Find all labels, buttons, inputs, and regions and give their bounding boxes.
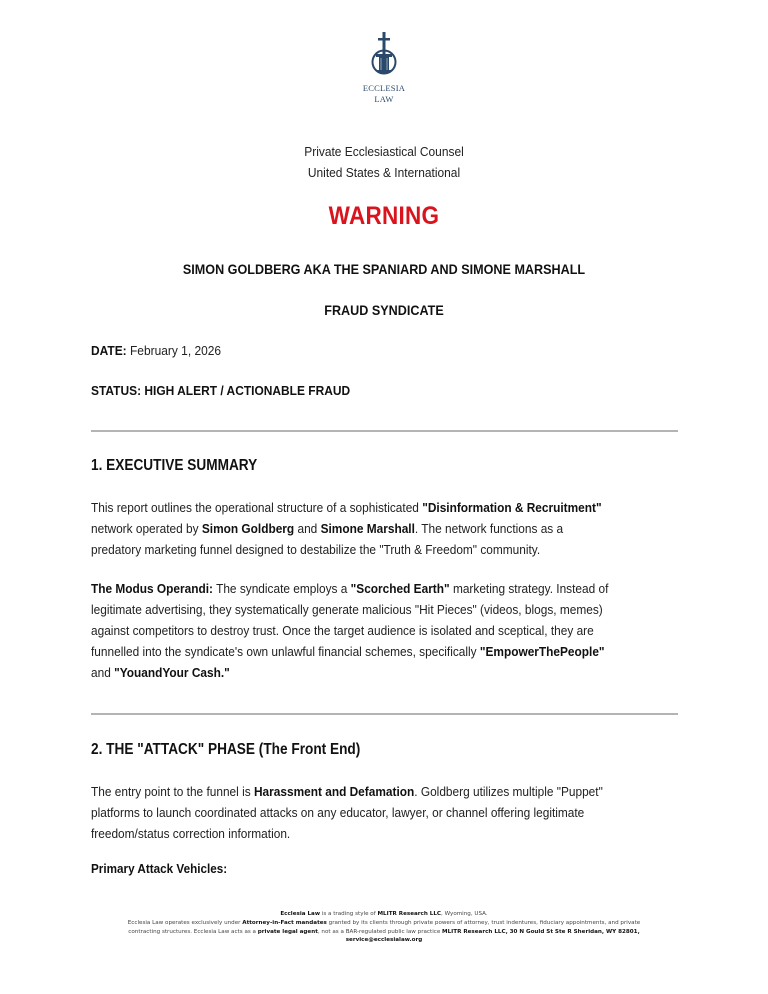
section-1-title: 1. EXECUTIVE SUMMARY [91, 457, 258, 474]
text-line: against competitors to destroy trust. Once the target audience is isolated and sceptical, they are [91, 623, 594, 638]
section-1-paragraph-2 [91, 578, 685, 683]
subject-subheading: FRAUD SYNDICATE [324, 302, 444, 318]
text-run: The syndicate employs a [212, 581, 351, 596]
text-run: , Wyoming, USA. [441, 911, 488, 917]
text-run: contracting structures. Ecclesia Law acts as a [128, 928, 258, 935]
text-run: and [91, 665, 115, 680]
text-line: legitimate advertising, they systematically generate malicious "Hit Pieces" (videos, blogs, memes) [91, 602, 603, 617]
text-run: . Goldberg utilizes multiple "Puppet" [414, 784, 603, 799]
warning-heading: WARNING [328, 202, 440, 230]
text-run: network operated by [91, 521, 202, 536]
text-line: predatory marketing funnel designed to destabilize the "Truth & Freedom" community. [91, 542, 541, 557]
text-line: platforms to launch coordinated attacks on any educator, lawyer, or channel offering legitimate [91, 805, 585, 820]
footer-company: MLITR Research LLC [377, 911, 442, 917]
text-run: and [294, 521, 321, 536]
footer-brand: Ecclesia Law [280, 911, 320, 917]
status-line [91, 383, 643, 398]
text-run: The entry point to the funnel is [91, 784, 254, 799]
status-label: STATUS: [91, 383, 142, 398]
text-line: freedom/status correction information. [91, 826, 291, 841]
footer [0, 910, 768, 945]
subtitle-jurisdiction: United States & International [307, 165, 461, 180]
text-run: Ecclesia Law operates exclusively under [127, 919, 243, 926]
subject-heading: SIMON GOLDBERG AKA THE SPANIARD AND SIMONE MARSHALL [182, 261, 586, 277]
section-2-title: 2. THE "ATTACK" PHASE (The Front End) [91, 741, 361, 758]
primary-attack-vehicles-heading: Primary Attack Vehicles: [91, 861, 228, 876]
scheme-name: "EmpowerThePeople" [479, 644, 605, 659]
scheme-name: "YouandYour Cash." [114, 665, 230, 680]
text-run: marketing strategy. Instead of [449, 581, 609, 596]
logo-text-line2: LAW [374, 94, 394, 104]
pillar-cross-emblem-icon [369, 32, 399, 82]
text-run-bold: private legal agent [257, 928, 318, 935]
text-run: funnelled into the syndicate's own unlawful financial schemes, specifically [91, 644, 480, 659]
status-value: HIGH ALERT / ACTIONABLE FRAUD [144, 383, 351, 398]
section-1-paragraph-1 [91, 497, 685, 560]
divider [91, 430, 678, 432]
section-2-paragraph-1 [91, 781, 685, 844]
person-name: Simon Goldberg [201, 521, 295, 536]
text-run-bold: The Modus Operandi: [91, 581, 213, 596]
divider [91, 713, 678, 715]
subtitle-counsel: Private Ecclesiastical Counsel [304, 144, 464, 159]
text-run-bold: Attorney-in-Fact mandates [242, 919, 327, 926]
date-label: DATE: [91, 343, 127, 358]
text-run: . The network functions as a [414, 521, 564, 536]
logo-text-line1: ECCLESIA [362, 83, 406, 93]
text-run-bold: "Scorched Earth" [350, 581, 450, 596]
text-run: , not as a BAR-regulated public law practice [317, 928, 443, 935]
date-value: February 1, 2026 [129, 343, 222, 358]
text-run: is a trading style of [319, 911, 378, 917]
text-run-bold: "Disinformation & Recruitment" [422, 500, 602, 515]
person-name: Simone Marshall [320, 521, 415, 536]
text-run: This report outlines the operational structure of a sophisticated [91, 500, 423, 515]
footer-email-link[interactable]: service@ecclesialaw.org [345, 937, 423, 944]
text-run: granted by its clients through private powers of attorney, trust indentures, fiduciary appointments, and private [326, 919, 641, 926]
logo [354, 32, 414, 104]
date-line [91, 343, 643, 358]
footer-address: MLITR Research LLC, 30 N Gould St Ste R Sheridan, WY 82801, [442, 928, 640, 935]
text-run-bold: Harassment and Defamation [253, 784, 415, 799]
